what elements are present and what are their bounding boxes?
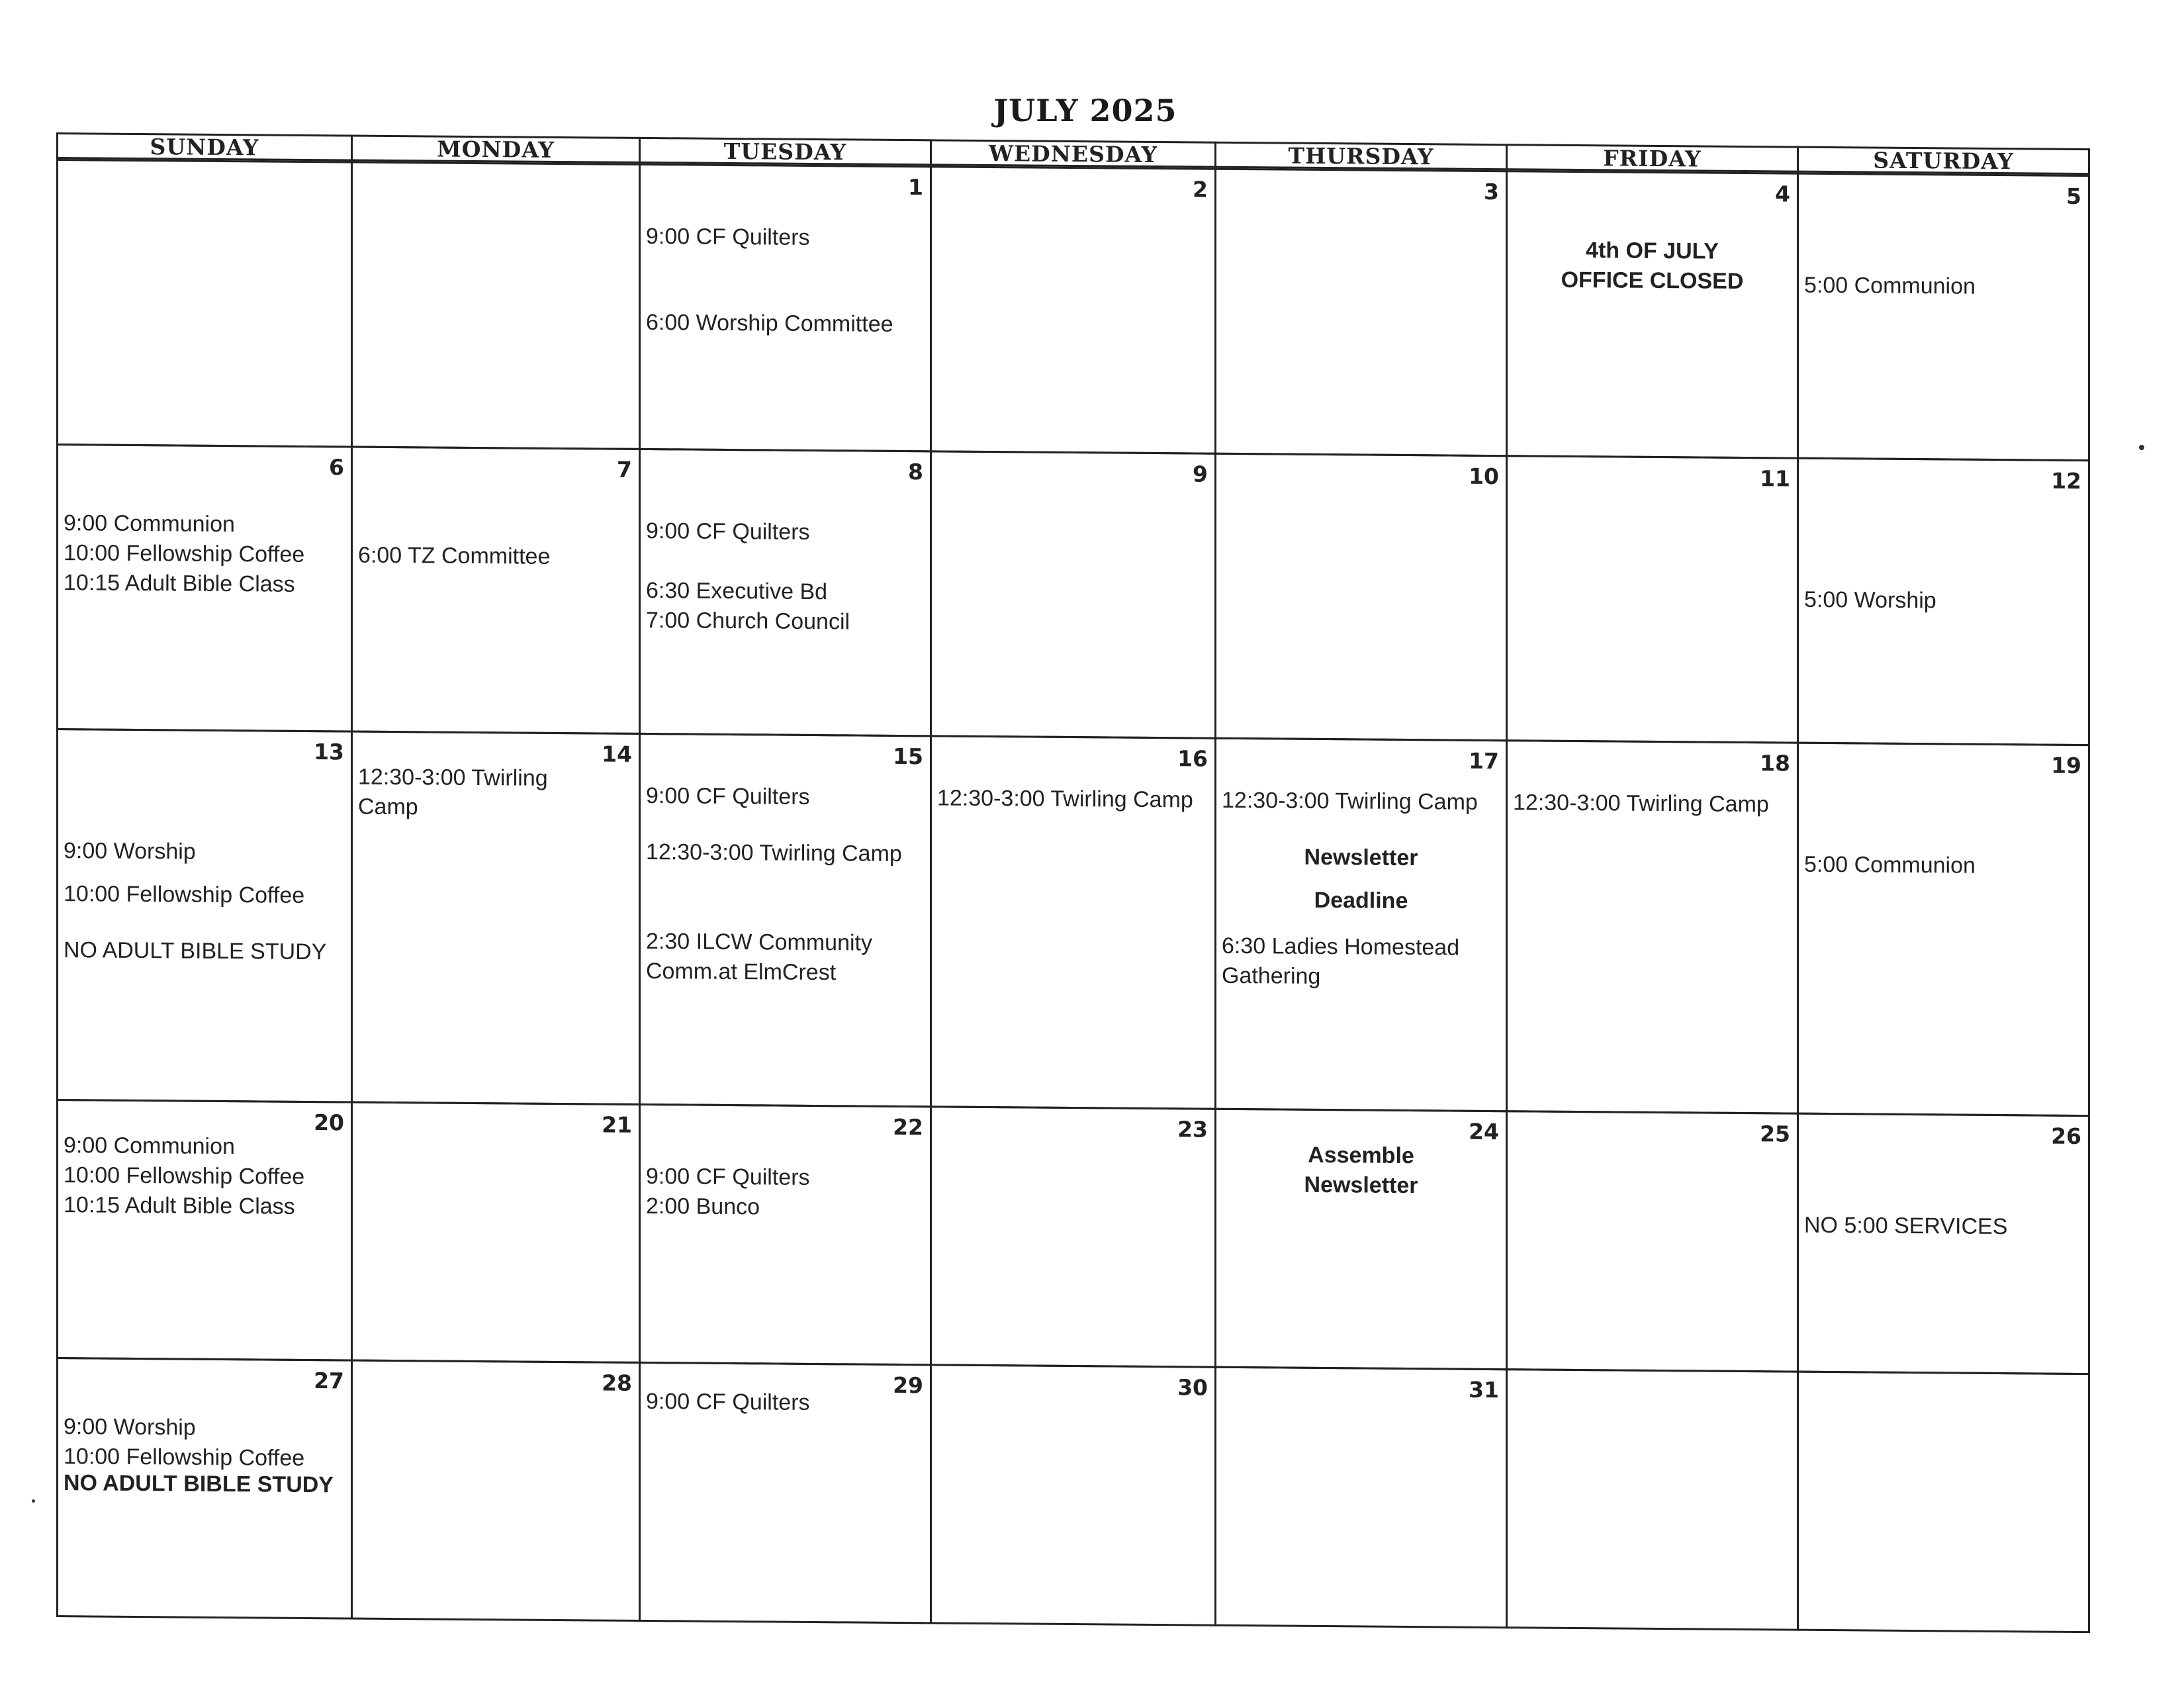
day-cell[interactable] bbox=[1506, 739, 1799, 1114]
day-cell[interactable] bbox=[351, 445, 641, 734]
date-number: 18 bbox=[1760, 750, 1790, 776]
event-entry: 9:00 CF Quilters bbox=[646, 223, 810, 250]
day-cell[interactable] bbox=[56, 728, 353, 1103]
day-cell[interactable] bbox=[639, 448, 932, 737]
date-number: 25 bbox=[1760, 1121, 1790, 1147]
date-number: 15 bbox=[893, 743, 923, 770]
event-entry: 7:00 Church Council bbox=[646, 607, 850, 635]
date-number: 21 bbox=[602, 1111, 632, 1138]
event-entry: 12:30-3:00 Twirling Camp bbox=[1513, 790, 1769, 818]
date-number: 8 bbox=[908, 459, 923, 485]
date-number: 9 bbox=[1193, 461, 1208, 487]
event-entry: 10:00 Fellowship Coffee bbox=[64, 881, 305, 908]
event-entry: 5:00 Communion bbox=[1804, 851, 1976, 878]
day-cell[interactable] bbox=[639, 733, 932, 1107]
day-cell[interactable] bbox=[1797, 173, 2090, 461]
event-entry: 2:00 Bunco bbox=[646, 1193, 760, 1220]
day-cell[interactable] bbox=[56, 159, 353, 448]
date-number: 10 bbox=[1469, 463, 1499, 490]
date-number: 4 bbox=[1775, 181, 1790, 207]
event-entry: 6:30 Executive Bd bbox=[646, 577, 828, 605]
event-entry: OFFICE CLOSED bbox=[1561, 267, 1744, 295]
day-cell[interactable] bbox=[1214, 453, 1508, 741]
day-cell[interactable] bbox=[1214, 737, 1508, 1112]
weekday-header-sunday: SUNDAY bbox=[56, 132, 353, 162]
date-number: 5 bbox=[2066, 183, 2081, 210]
day-cell[interactable] bbox=[1797, 1371, 2090, 1633]
day-cell[interactable] bbox=[1797, 457, 2090, 746]
event-entry: 12:30-3:00 Twirling Camp bbox=[1222, 787, 1478, 815]
day-cell[interactable] bbox=[639, 1362, 932, 1624]
day-cell[interactable] bbox=[351, 161, 641, 449]
weekday-header-friday: FRIDAY bbox=[1506, 144, 1799, 172]
day-cell[interactable] bbox=[930, 1105, 1216, 1368]
event-entry: 10:15 Adult Bible Class bbox=[64, 570, 295, 597]
date-number: 3 bbox=[1484, 178, 1499, 205]
event-entry: 9:00 Communion bbox=[64, 1133, 235, 1160]
day-cell[interactable] bbox=[1506, 1110, 1799, 1372]
date-number: 26 bbox=[2051, 1123, 2081, 1150]
day-cell[interactable] bbox=[639, 164, 932, 452]
event-entry: 4th OF JULY bbox=[1586, 238, 1719, 264]
event-entry: 9:00 CF Quilters bbox=[646, 1163, 810, 1190]
event-entry: 9:00 CF Quilters bbox=[646, 518, 810, 545]
date-number: 13 bbox=[314, 739, 344, 765]
date-number: 16 bbox=[1177, 745, 1208, 772]
date-number: 22 bbox=[893, 1113, 923, 1141]
weekday-header-monday: MONDAY bbox=[351, 134, 641, 163]
day-cell[interactable] bbox=[56, 1099, 353, 1362]
event-entry: 5:00 Communion bbox=[1804, 272, 1976, 299]
event-entry: 12:30-3:00 Twirling bbox=[358, 764, 548, 791]
date-number: 14 bbox=[602, 741, 632, 767]
date-number: 30 bbox=[1177, 1374, 1208, 1401]
event-entry: 6:00 TZ Committee bbox=[358, 542, 551, 569]
day-cell[interactable] bbox=[56, 1357, 353, 1620]
event-entry: NO 5:00 SERVICES bbox=[1804, 1212, 2008, 1240]
event-entry: 12:30-3:00 Twirling Camp bbox=[646, 839, 902, 867]
day-cell[interactable] bbox=[1506, 455, 1799, 743]
day-cell[interactable] bbox=[930, 1364, 1216, 1626]
day-cell[interactable] bbox=[930, 450, 1216, 739]
day-cell[interactable] bbox=[351, 1359, 641, 1621]
event-entry: Gathering bbox=[1222, 962, 1321, 990]
day-cell[interactable] bbox=[1214, 1366, 1508, 1628]
day-cell[interactable] bbox=[351, 730, 641, 1105]
event-entry: Assemble bbox=[1308, 1142, 1414, 1169]
day-cell[interactable] bbox=[1797, 1113, 2090, 1375]
event-entry: NO ADULT BIBLE STUDY bbox=[64, 1470, 334, 1498]
day-cell[interactable] bbox=[930, 735, 1216, 1109]
day-cell[interactable] bbox=[1506, 170, 1799, 459]
event-entry: 9:00 CF Quilters bbox=[646, 1388, 810, 1415]
day-cell[interactable] bbox=[1797, 742, 2090, 1117]
day-cell[interactable] bbox=[930, 165, 1216, 454]
stray-mark bbox=[2139, 445, 2144, 450]
date-number: 29 bbox=[893, 1372, 923, 1399]
event-entry: 6:00 Worship Committee bbox=[646, 309, 893, 337]
event-entry: 9:00 Communion bbox=[64, 510, 235, 538]
event-entry: Newsletter bbox=[1304, 844, 1418, 871]
date-number: 28 bbox=[602, 1370, 632, 1396]
calendar-grid bbox=[56, 132, 2088, 1631]
date-number: 19 bbox=[2051, 752, 2081, 779]
day-cell[interactable] bbox=[56, 444, 353, 733]
day-cell[interactable] bbox=[351, 1101, 641, 1363]
weekday-header-wednesday: WEDNESDAY bbox=[930, 139, 1216, 167]
event-entry: 10:15 Adult Bible Class bbox=[64, 1192, 295, 1219]
event-entry: 9:00 Worship bbox=[64, 838, 196, 865]
event-entry: 12:30-3:00 Twirling Camp bbox=[937, 785, 1193, 813]
date-number: 23 bbox=[1177, 1116, 1208, 1143]
date-number: 11 bbox=[1760, 465, 1790, 492]
event-entry: Deadline bbox=[1314, 887, 1408, 914]
event-entry: 10:00 Fellowship Coffee bbox=[64, 1162, 305, 1190]
day-cell[interactable] bbox=[639, 1103, 932, 1366]
date-number: 1 bbox=[908, 174, 923, 201]
event-entry: 9:00 CF Quilters bbox=[646, 782, 810, 810]
day-cell[interactable] bbox=[1214, 168, 1508, 457]
event-entry: 10:00 Fellowship Coffee bbox=[64, 540, 305, 567]
date-number: 12 bbox=[2051, 467, 2081, 494]
date-number: 7 bbox=[617, 456, 632, 483]
event-entry: 6:30 Ladies Homestead bbox=[1222, 933, 1460, 961]
weekday-header-thursday: THURSDAY bbox=[1214, 142, 1508, 170]
stray-mark bbox=[32, 1499, 35, 1503]
date-number: 2 bbox=[1193, 176, 1208, 203]
event-entry: 9:00 Worship bbox=[64, 1414, 196, 1440]
weekday-header-tuesday: TUESDAY bbox=[639, 137, 932, 165]
date-number: 6 bbox=[329, 454, 344, 481]
event-entry: 5:00 Worship bbox=[1804, 586, 1936, 614]
date-number: 27 bbox=[314, 1368, 344, 1394]
event-entry: NO ADULT BIBLE STUDY bbox=[64, 937, 327, 965]
date-number: 20 bbox=[314, 1109, 344, 1136]
event-entry: Comm.at ElmCrest bbox=[646, 958, 837, 986]
weekday-header-saturday: SATURDAY bbox=[1797, 146, 2090, 175]
event-entry: Newsletter bbox=[1304, 1172, 1418, 1199]
calendar-title: JULY 2025 bbox=[993, 93, 1177, 128]
event-entry: Camp bbox=[358, 794, 418, 820]
date-number: 24 bbox=[1469, 1118, 1499, 1145]
day-cell[interactable] bbox=[1214, 1108, 1508, 1370]
date-number: 31 bbox=[1469, 1376, 1499, 1403]
event-entry: 10:00 Fellowship Coffee bbox=[64, 1444, 305, 1471]
date-number: 17 bbox=[1469, 747, 1499, 774]
day-cell[interactable] bbox=[1506, 1368, 1799, 1630]
event-entry: 2:30 ILCW Community bbox=[646, 928, 872, 956]
